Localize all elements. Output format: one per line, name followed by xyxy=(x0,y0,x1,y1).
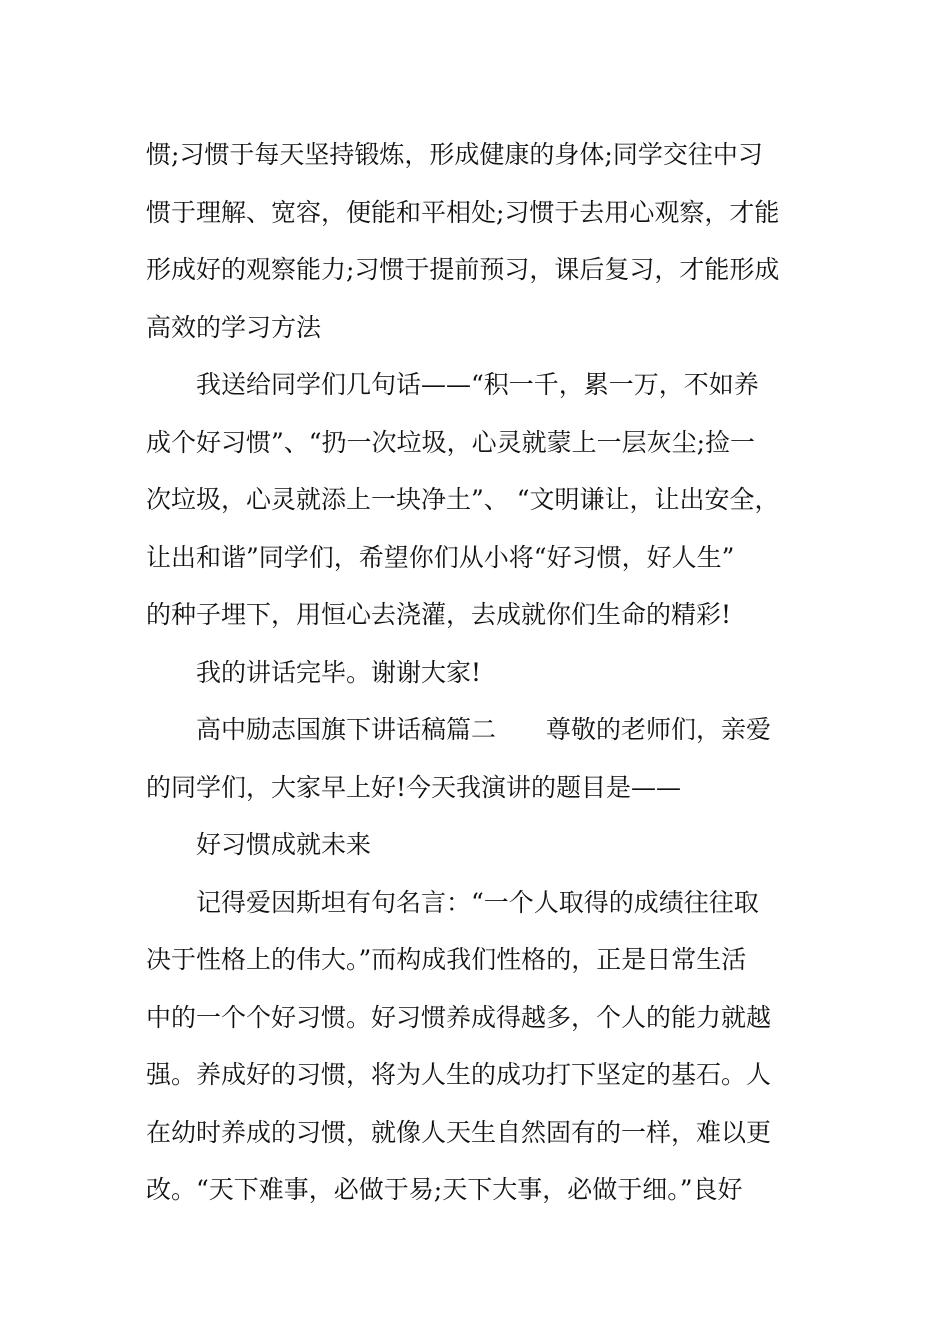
text-line: 的同学们，大家早上好!今天我演讲的题目是—— xyxy=(146,772,682,802)
text-line: 中的一个个好习惯。好习惯养成得越多，个人的能力就越 xyxy=(146,1002,772,1032)
paragraph-start: 我的讲话完毕。谢谢大家! xyxy=(196,657,482,687)
text-line: 形成好的观察能力;习惯于提前预习，课后复习，才能形成 xyxy=(146,255,780,284)
text-line: 决于性格上的伟大。”而构成我们性格的，正是日常生活 xyxy=(146,945,747,974)
text-line: 次垃圾，心灵就添上一块净土”、 “文明谦让，让出安全， xyxy=(146,485,780,514)
paragraph-start: 记得爱因斯坦有句名言：“一个人取得的成绩往往取 xyxy=(196,887,759,917)
text-line: 让出和谐”同学们，希望你们从小将“好习惯，好人生” xyxy=(146,542,735,572)
text-line: 高效的学习方法 xyxy=(146,312,322,342)
text-line: 的种子埋下，用恒心去浇灌，去成就你们生命的精彩! xyxy=(146,600,732,629)
text-line: 强。养成好的习惯，将为人生的成功打下坚定的基石。人 xyxy=(146,1060,772,1089)
text-line: 成个好习惯”、“扔一次垃圾，心灵就蒙上一层灰尘;捡一 xyxy=(146,427,755,457)
text-line: 惯于理解、宽容，便能和平相处;习惯于去用心观察，才能 xyxy=(146,197,780,227)
body-text xyxy=(146,126,836,1219)
paragraph-start: 我送给同学们几句话——“积一千，累一万，不如养 xyxy=(196,370,759,399)
text-line: 惯;习惯于每天坚持锻炼，形成健康的身体;同学交往中习 xyxy=(146,140,763,169)
text-line: 改。“天下难事，必做于易;天下大事，必做于细。”良好 xyxy=(146,1175,743,1204)
speech-title: 好习惯成就未来 xyxy=(196,830,372,859)
section-heading: 高中励志国旗下讲话稿篇二 尊敬的老师们，亲爱 xyxy=(196,715,772,744)
text-line: 在幼时养成的习惯，就像人天生自然固有的一样，难以更 xyxy=(146,1117,772,1147)
